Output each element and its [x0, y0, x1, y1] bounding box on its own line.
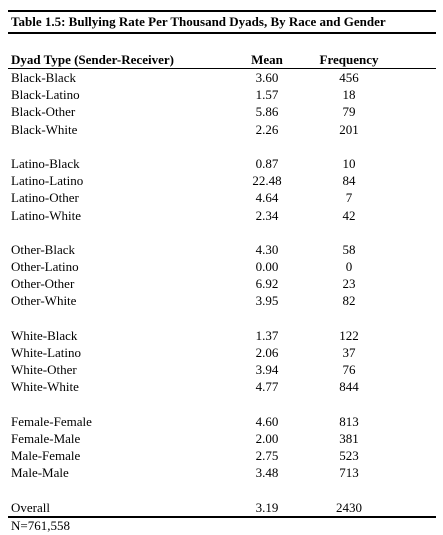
table-row	[8, 207, 436, 224]
frequency-cell: 10	[342, 155, 356, 171]
dyad-type-cell: Other-Other	[11, 276, 75, 292]
frequency-cell: 523	[339, 448, 359, 464]
group-spacer	[8, 138, 436, 155]
frequency-cell: 122	[339, 327, 359, 343]
mean-cell: 3.95	[255, 293, 279, 309]
dyad-type-cell: Latino-Latino	[11, 173, 84, 189]
table-row	[8, 86, 436, 103]
frequency-cell: 813	[339, 413, 359, 429]
frequency-cell: 18	[342, 87, 356, 103]
mean-cell: 4.60	[255, 413, 279, 429]
dyad-type-cell: Latino-White	[11, 207, 82, 223]
group-spacer	[8, 224, 436, 241]
mean-cell: 0.00	[255, 259, 279, 275]
frequency-cell: 76	[342, 362, 356, 378]
dyad-type-cell: White-White	[11, 379, 79, 395]
column-header-mean: Mean	[251, 52, 283, 67]
dyad-type-cell: Female-Female	[11, 413, 92, 429]
table-row	[8, 155, 436, 172]
frequency-cell: 456	[339, 70, 359, 85]
mean-cell: 3.48	[255, 465, 279, 481]
frequency-cell: 23	[342, 276, 356, 292]
dyad-type-cell: White-Black	[11, 327, 78, 343]
frequency-cell: 79	[342, 104, 356, 120]
table-row	[8, 292, 436, 309]
dyad-type-cell: Other-Latino	[11, 259, 79, 275]
mean-cell: 1.57	[255, 87, 279, 103]
dyad-type-cell: Overall	[11, 499, 50, 515]
dyad-type-cell: Black-Other	[11, 104, 76, 120]
frequency-cell: 201	[339, 121, 359, 137]
frequency-cell: 84	[342, 173, 356, 189]
mean-cell: 22.48	[252, 173, 282, 189]
group-spacer	[8, 310, 436, 327]
mean-cell: 4.30	[255, 241, 279, 257]
table-row	[8, 361, 436, 378]
dyad-type-cell: Male-Female	[11, 448, 81, 464]
mean-cell: 1.37	[255, 327, 279, 343]
frequency-cell: 381	[339, 430, 359, 446]
dyad-type-cell: Black-White	[11, 121, 78, 137]
dyad-type-cell: Black-Black	[11, 70, 76, 85]
mean-cell: 6.92	[255, 276, 279, 292]
bullying-rate-table	[8, 10, 436, 534]
mean-cell: 2.26	[255, 121, 279, 137]
group-spacer	[8, 482, 436, 499]
table-row	[8, 447, 436, 464]
frequency-cell: 713	[339, 465, 359, 481]
frequency-cell: 58	[342, 241, 356, 257]
table-row	[8, 103, 436, 120]
table-row	[8, 172, 436, 189]
group-spacer	[8, 396, 436, 413]
table-row	[8, 275, 436, 292]
table-row	[8, 258, 436, 275]
mean-cell: 2.00	[255, 430, 279, 446]
column-header-dyad-type: Dyad Type (Sender-Receiver)	[11, 52, 174, 67]
table-row	[8, 499, 436, 516]
dyad-type-cell: Latino-Other	[11, 190, 79, 206]
frequency-cell: 82	[342, 293, 356, 309]
dyad-type-cell: White-Other	[11, 362, 77, 378]
mean-cell: 2.75	[255, 448, 279, 464]
column-header-frequency: Frequency	[319, 52, 379, 67]
dyad-type-cell: Male-Male	[11, 465, 69, 481]
dyad-type-cell: Female-Male	[11, 430, 81, 446]
mean-cell: 4.64	[255, 190, 279, 206]
frequency-cell: 37	[342, 345, 356, 360]
mean-cell: 3.19	[255, 499, 279, 515]
table-row	[8, 430, 436, 447]
mean-cell: 2.06	[255, 345, 279, 360]
frequency-cell: 0	[345, 259, 353, 275]
mean-cell: 4.77	[255, 379, 279, 395]
frequency-cell: 42	[342, 207, 356, 223]
table-row	[8, 378, 436, 395]
mean-cell: 3.60	[255, 70, 279, 85]
table-row	[8, 69, 436, 86]
mean-cell: 3.94	[255, 362, 279, 378]
table-title: Table 1.5: Bullying Rate Per Thousand Dyads, By Race and Gender	[8, 10, 436, 34]
dyad-type-cell: White-Latino	[11, 345, 82, 360]
mean-cell: 0.87	[255, 155, 279, 171]
table-row	[8, 344, 436, 361]
mean-cell: 5.86	[255, 104, 279, 120]
dyad-type-cell: Black-Latino	[11, 87, 80, 103]
table-row	[8, 241, 436, 258]
sample-size-note: N=761,558	[11, 517, 70, 533]
frequency-cell: 844	[339, 379, 359, 395]
table-row	[8, 121, 436, 138]
table-row	[8, 464, 436, 481]
table-body	[8, 69, 436, 516]
table-row	[8, 327, 436, 344]
dyad-type-cell: Other-Black	[11, 241, 75, 257]
dyad-type-cell: Other-White	[11, 293, 77, 309]
table-header-row	[8, 52, 436, 69]
mean-cell: 2.34	[255, 207, 279, 223]
dyad-type-cell: Latino-Black	[11, 155, 80, 171]
table-row	[8, 413, 436, 430]
table-row	[8, 189, 436, 206]
frequency-cell: 7	[345, 190, 353, 206]
frequency-cell: 2430	[336, 499, 362, 515]
